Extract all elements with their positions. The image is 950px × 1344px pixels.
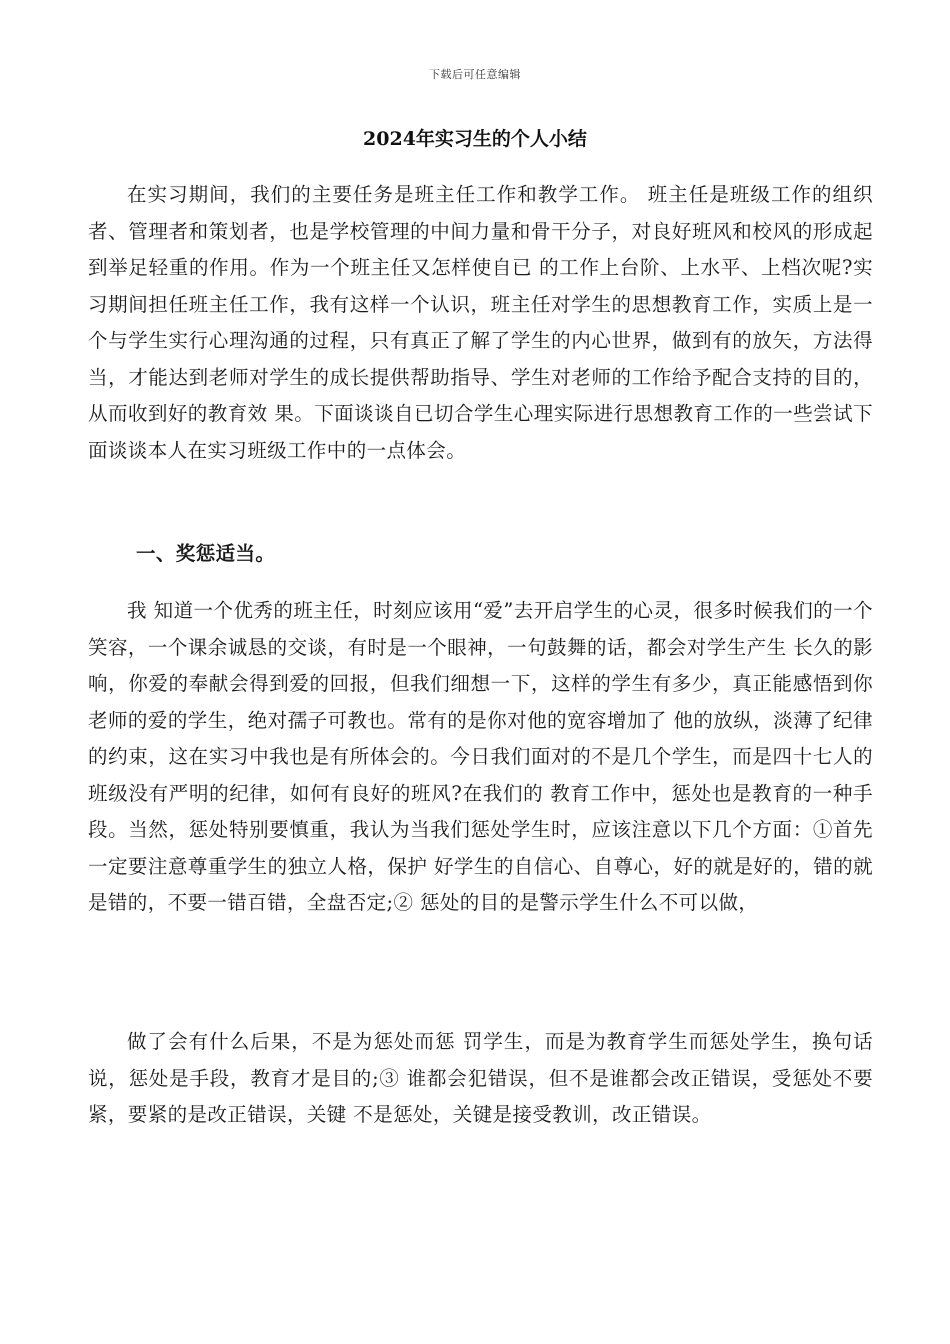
header-note: 下载后可任意编辑 xyxy=(429,68,521,81)
paragraph-intro: 在实习期间，我们的主要任务是班主任工作和教学工作。 班主任是班级工作的组织者、管理者和策划者，也是学校管理的中间力量和骨干分子，对良好班风和校风的形成起到举足轻重的作用。作为一个班主任又怎样使自已 的工作上台阶、上水平、上档次呢?实习期间担任班主任工作，我有这样一个认识，班主任对学生的思想教育工作，实质上是一个与学生实行心理沟通的过程，只有真正了解了学生的内心世界，做到有的放矢，方法得当，才能达到老师对学生的成长提供帮助指导、学生对老师的工作给予配合支持的目的，从而收到好的教育效 果。下面谈谈自已切合学生心理实际进行思想教育工作的一些尝试下面谈谈本人在实习班级工作中的一点体会。 xyxy=(88,183,873,462)
document-title: 2024年实习生的个人小结 xyxy=(363,128,587,150)
paragraph-reward-punishment: 我 知道一个优秀的班主任，时刻应该用“爱”去开启学生的心灵，很多时候我们的一个笑容，一个课余诚恳的交谈，有时是一个眼神，一句鼓舞的话，都会对学生产生 长久的影响，你爱的奉献会得到爱的回报，但我们细想一下，这样的学生有多少，真正能感悟到你老师的爱的学生，绝对孺子可教也。常有的是你对他的宽容增加了 他的放纵，淡薄了纪律的约束，这在实习中我也是有所体会的。今日我们面对的不是几个学生，而是四十七人的班级没有严明的纪律，如何有良好的班风?在我们的 教育工作中，惩处也是教育的一种手段。当然，惩处特别要慎重，我认为当我们惩处学生时，应该注意以下几个方面：①首先一定要注意尊重学生的独立人格，保护 好学生的自信心、自尊心，好的就是好的，错的就是错的，不要一错百错，全盘否定;② 惩处的目的是警示学生什么不可以做， xyxy=(88,599,873,914)
paragraph-consequences: 做了会有什么后果，不是为惩处而惩 罚学生，而是为教育学生而惩处学生，换句话说，惩处是手段，教育才是目的;③ 谁都会犯错误，但不是谁都会改正错误，受惩处不要紧，要紧的是改正错误，关键 不是惩处，关键是接受教训，改正错误。 xyxy=(88,1030,873,1126)
section-heading-1: 一、奖惩适当。 xyxy=(136,542,276,565)
